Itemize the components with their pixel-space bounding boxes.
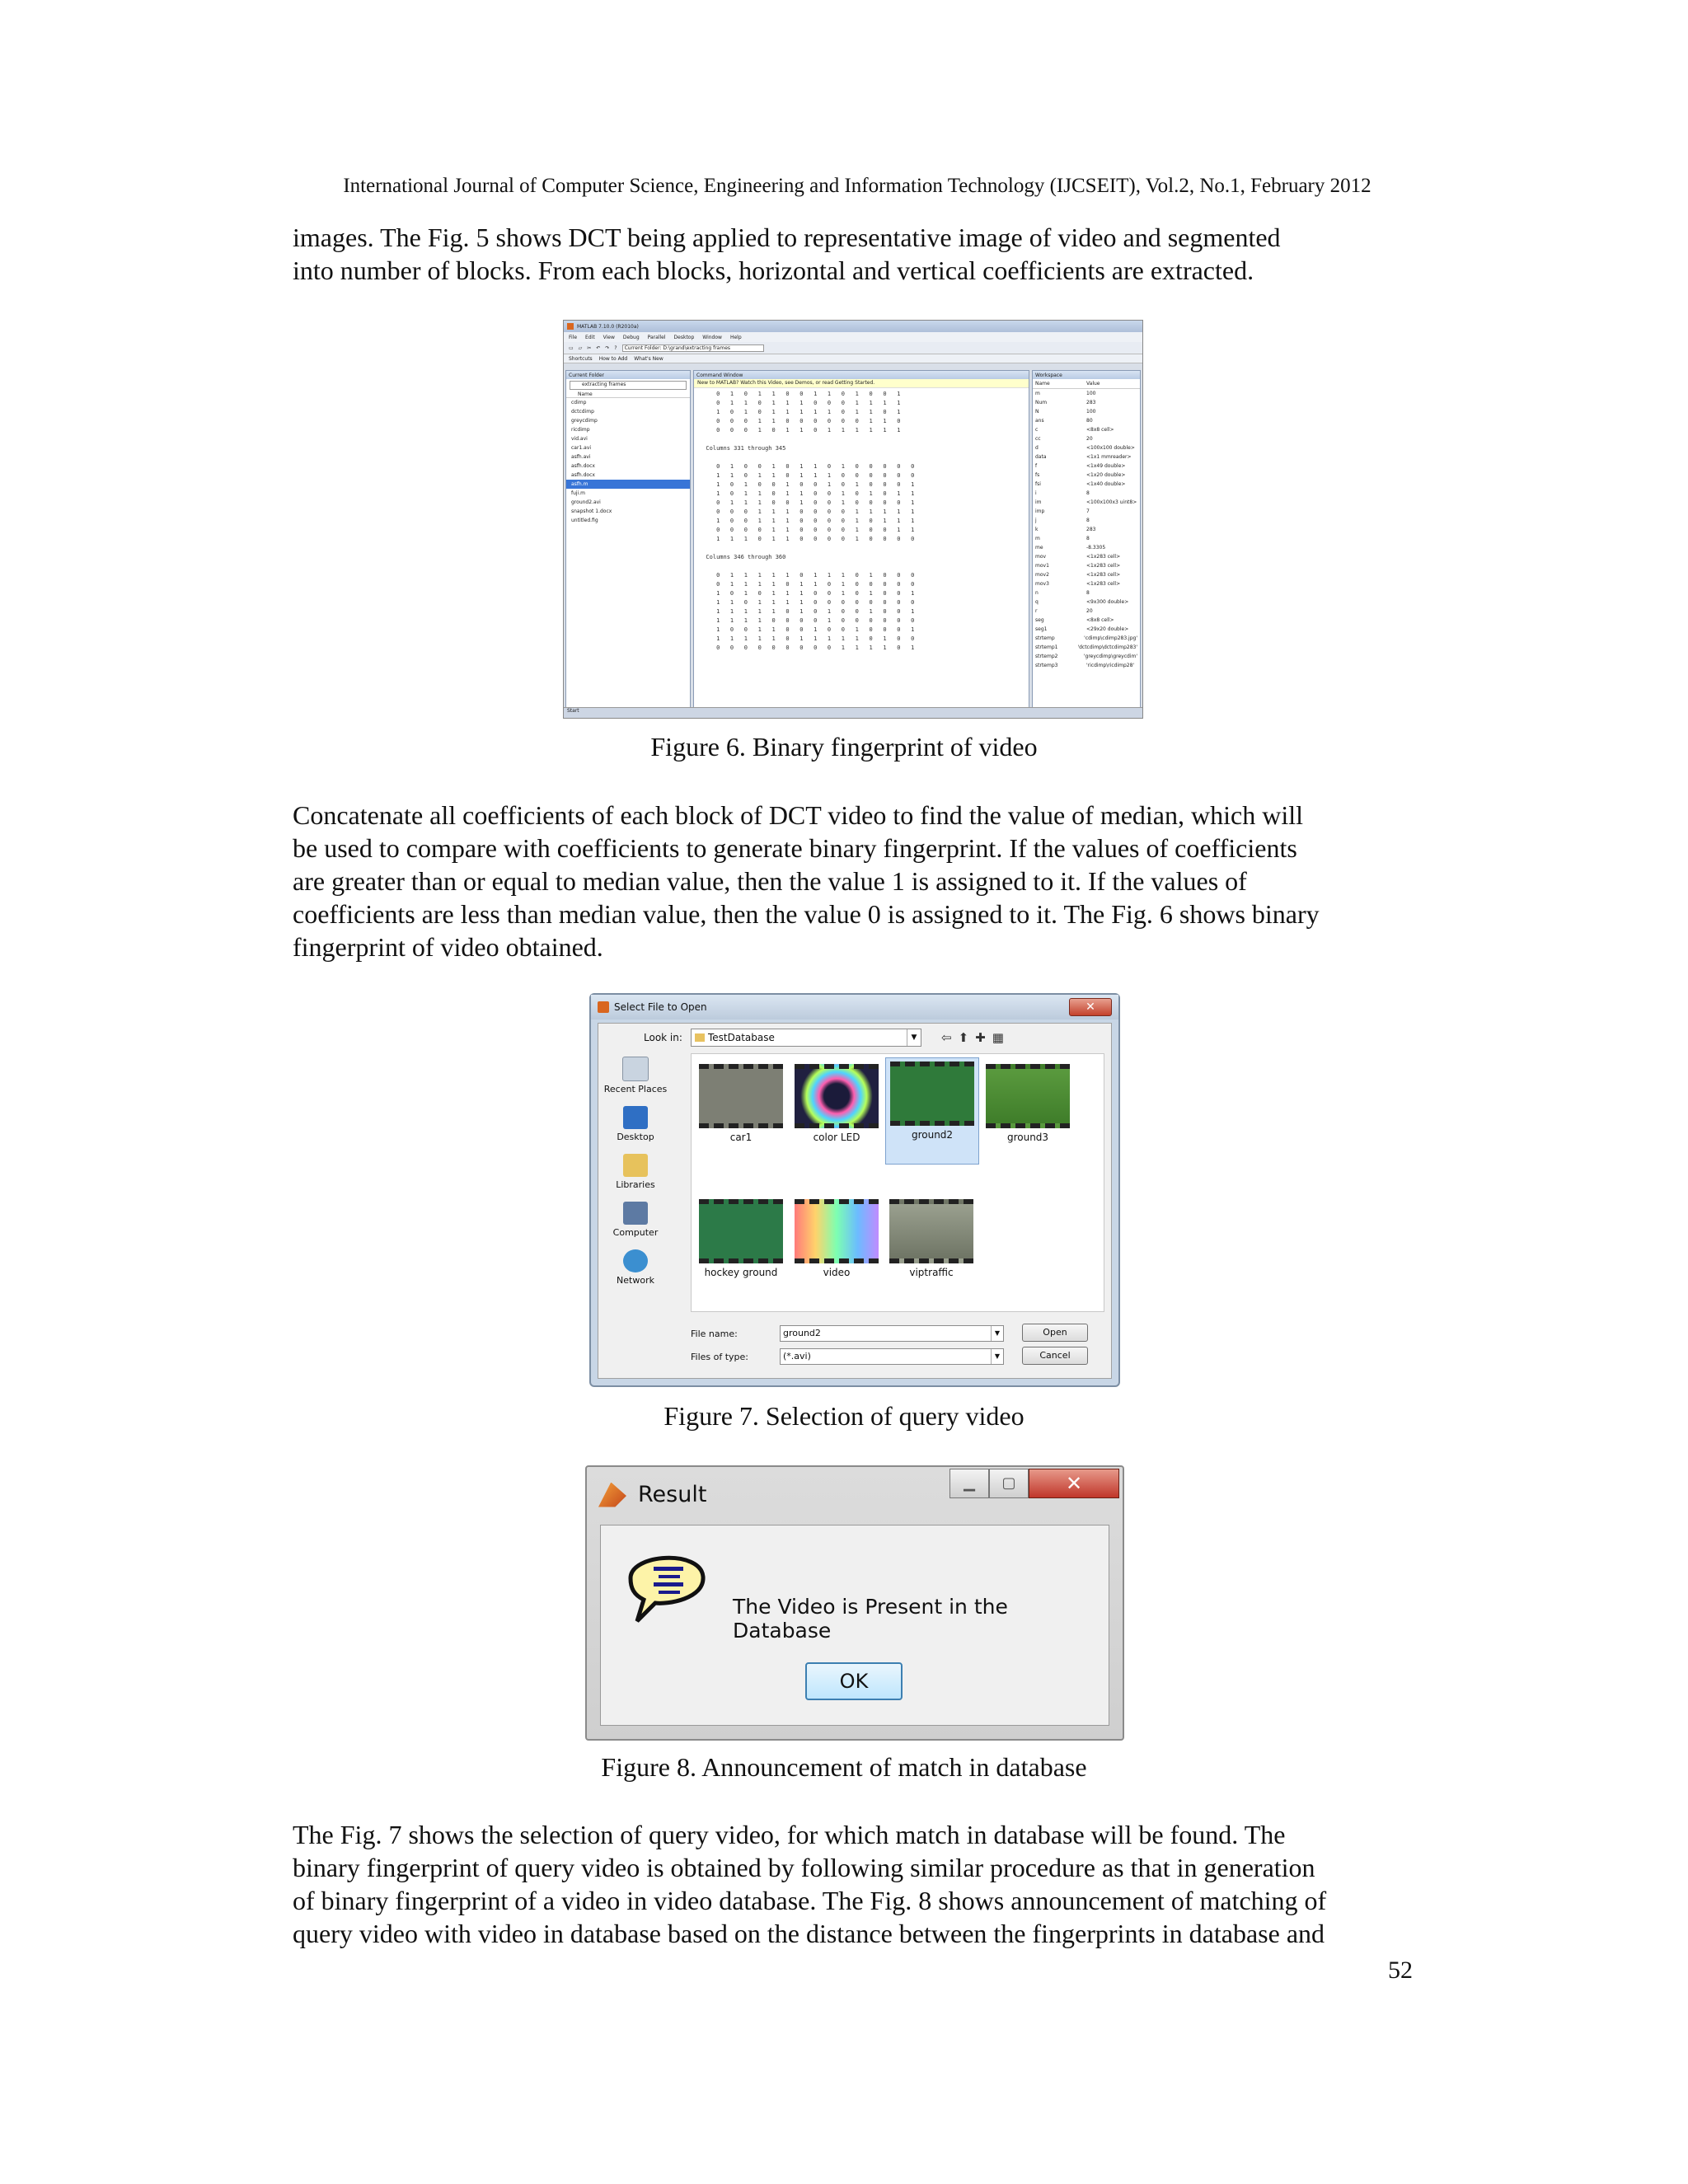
variable-value: 100 [1086, 409, 1096, 415]
redo-icon[interactable]: ↷ [605, 344, 610, 351]
new-folder-icon[interactable]: ✚ [975, 1030, 986, 1045]
menu-view[interactable]: View [603, 334, 615, 340]
maximize-button[interactable]: ▢ [989, 1469, 1029, 1498]
variable-value: 'cdimp\cdimp283.jpg' [1084, 635, 1137, 641]
workspace-variable-row[interactable] [1033, 389, 1140, 398]
workspace-variable-row[interactable] [1033, 652, 1140, 661]
variable-value: <8x8 cell> [1086, 427, 1114, 433]
place-label: Computer [612, 1227, 659, 1238]
file-name-label: File name: [691, 1329, 738, 1339]
command-output-line: 0 1 1 1 1 0 1 1 0 1 0 0 0 0 0 [699, 581, 915, 588]
matlab-logo-icon [598, 1483, 626, 1507]
chevron-down-icon[interactable]: ▼ [907, 1029, 921, 1046]
variable-value: 8 [1086, 536, 1090, 541]
variable-value: <1x40 double> [1086, 481, 1126, 487]
command-output-line: 1 1 1 1 0 0 0 0 1 0 0 0 0 0 0 [699, 617, 915, 624]
menu-help[interactable]: Help [729, 334, 742, 340]
workspace-variable-row[interactable] [1033, 462, 1140, 471]
place-recent-places[interactable] [603, 1057, 668, 1094]
folder-file-item[interactable]: ricdimp [571, 427, 590, 433]
result-body [600, 1525, 1109, 1726]
command-output-line: 1 1 0 1 1 1 1 0 0 0 0 0 0 0 0 [699, 599, 915, 606]
window-controls [950, 1469, 1119, 1498]
variable-name: seg1 [1035, 626, 1048, 632]
workspace-variable-row[interactable] [1033, 516, 1140, 525]
command-output-line: 0 0 0 0 1 1 0 0 0 0 1 0 0 1 1 [699, 527, 915, 533]
shortcut-item[interactable]: What's New [634, 355, 663, 362]
folder-file-item[interactable]: greycdimp [571, 418, 598, 424]
variable-name: i [1035, 490, 1037, 496]
new-file-icon[interactable]: ▭ [569, 344, 574, 351]
folder-file-item[interactable]: snapshot 1.docx [571, 509, 612, 514]
variable-value: <100x100x3 uint8> [1086, 499, 1137, 505]
workspace-variable-row[interactable] [1033, 507, 1140, 516]
command-output-line [699, 435, 1024, 444]
variable-name: seg [1035, 617, 1044, 623]
workspace-variable-row[interactable] [1033, 416, 1140, 425]
variable-name: d [1035, 445, 1039, 451]
variable-name: k [1035, 527, 1039, 532]
variable-name: mov3 [1035, 581, 1049, 587]
variable-name: mov2 [1035, 572, 1049, 578]
paragraph-line: images. The Fig. 5 shows DCT being applied to representative image of video and segmented [293, 223, 1281, 252]
variable-value: 20 [1086, 608, 1093, 614]
variable-value: <8x8 cell> [1086, 617, 1114, 623]
file-item-video[interactable] [790, 1196, 883, 1278]
command-output-line: 1 1 1 0 1 1 0 0 0 0 1 0 0 0 0 [699, 536, 915, 542]
result-title-bar [598, 1482, 706, 1507]
variable-value: 100 [1086, 391, 1096, 396]
paragraph-line: are greater than or equal to median value, then the value 1 is assigned to it. If the values of [293, 866, 1247, 896]
folder-file-item[interactable]: asfh.docx [571, 472, 595, 478]
variable-value: 8 [1086, 590, 1090, 596]
place-label: Recent Places [603, 1084, 668, 1094]
variable-name: data [1035, 454, 1047, 460]
variable-name: r [1035, 608, 1038, 614]
file-name-value: ground2 [783, 1328, 821, 1338]
variable-name: strtemp2 [1035, 654, 1058, 659]
folder-column-header[interactable]: Name [566, 391, 690, 398]
file-item-label: ground3 [1006, 1132, 1049, 1143]
video-thumbnail-icon [795, 1199, 879, 1263]
workspace-variable-row[interactable] [1033, 452, 1140, 462]
variable-name: f [1035, 463, 1038, 469]
paragraph-line: binary fingerprint of query video is obtained by following similar procedure as that in generation [293, 1853, 1315, 1882]
command-output [694, 388, 1029, 654]
paragraph-line: of binary fingerprint of a video in video database. The Fig. 8 shows announcement of matching of [293, 1886, 1327, 1915]
menu-edit[interactable]: Edit [585, 334, 595, 340]
folder-file-item[interactable]: fuji.m [571, 490, 586, 496]
video-thumbnail-icon [889, 1199, 973, 1263]
cut-icon[interactable]: ✂ [587, 344, 592, 351]
variable-name: strtemp3 [1035, 663, 1058, 668]
workspace-variable-row[interactable] [1033, 407, 1140, 416]
help-icon[interactable]: ? [614, 344, 617, 351]
matlab-menu-bar [564, 332, 1142, 342]
help-bubble-icon [622, 1545, 713, 1628]
workspace-variable-row[interactable] [1033, 598, 1140, 607]
matlab-logo-icon [598, 1001, 609, 1013]
look-in-label: Look in: [644, 1032, 682, 1043]
figure-7-caption: Figure 7. Selection of query video [663, 1401, 1025, 1431]
result-message: The Video is Present in the Database [733, 1595, 1008, 1643]
workspace-variable-row[interactable] [1033, 607, 1140, 616]
workspace-variable-list [1033, 389, 1140, 670]
variable-value: <100x100 double> [1086, 445, 1135, 451]
chevron-down-icon[interactable]: ▼ [991, 1349, 1003, 1364]
workspace-variable-row[interactable] [1033, 443, 1140, 452]
variable-value: 8 [1086, 490, 1090, 496]
file-item-ground2[interactable] [885, 1057, 979, 1165]
libraries-icon [623, 1154, 648, 1177]
variable-value: -8.3305 [1086, 545, 1106, 551]
file-item-label: car1 [729, 1132, 753, 1143]
workspace-col-value[interactable]: Value [1086, 381, 1100, 387]
workspace-variable-row[interactable] [1033, 425, 1140, 434]
matlab-shortcuts-bar [564, 354, 1142, 363]
command-window-pane [693, 370, 1029, 708]
command-window-header: Command Window [694, 371, 1029, 379]
variable-value: 8 [1086, 518, 1090, 523]
folder-file-item[interactable]: cdimp [571, 400, 587, 405]
variable-name: m [1035, 391, 1040, 396]
variable-name: N [1035, 409, 1039, 415]
workspace-variable-row[interactable] [1033, 643, 1140, 652]
journal-header: International Journal of Computer Science, Engineering and Information Technology (IJCSEIT), Vol.2, No.1, February 2012 [343, 175, 1372, 197]
command-output-line: 1 1 1 1 1 0 1 1 1 1 1 0 1 0 0 [699, 635, 915, 642]
folder-combo[interactable]: extracting frames [570, 381, 687, 390]
command-output-line: 0 0 0 0 0 0 0 0 0 1 1 1 1 0 1 [699, 644, 915, 651]
command-output-line: 1 0 0 1 1 1 0 0 0 0 1 0 1 1 1 [699, 518, 915, 524]
paragraph-3 [293, 1818, 1414, 1950]
variable-name: ans [1035, 418, 1044, 424]
folder-file-item[interactable]: asfh.m [566, 480, 690, 489]
command-output-line: Columns 346 through 360 [699, 554, 786, 560]
look-in-value: TestDatabase [708, 1032, 775, 1043]
workspace-variable-row[interactable] [1033, 625, 1140, 634]
dialog-title: Select File to Open [614, 1001, 707, 1013]
workspace-variable-row[interactable] [1033, 398, 1140, 407]
variable-value: 'greycdimp\greycdim' [1083, 654, 1137, 659]
workspace-variable-row[interactable] [1033, 552, 1140, 561]
place-computer[interactable] [603, 1202, 668, 1238]
workspace-variable-row[interactable] [1033, 534, 1140, 543]
paragraph-line: The Fig. 7 shows the selection of query video, for which match in database will be found. The [293, 1820, 1286, 1849]
dialog-body [598, 1023, 1112, 1379]
folder-file-item[interactable]: dctcdimp [571, 409, 594, 415]
variable-name: j [1035, 518, 1037, 523]
command-output-line: 1 1 0 1 1 0 1 1 1 0 0 0 0 0 0 [699, 472, 915, 479]
open-file-icon[interactable]: ▱ [578, 344, 583, 351]
variable-name: me [1035, 545, 1043, 551]
workspace-variable-row[interactable] [1033, 561, 1140, 570]
minimize-button[interactable]: ▁ [950, 1469, 989, 1498]
workspace-variable-row[interactable] [1033, 661, 1140, 670]
workspace-variable-row[interactable] [1033, 634, 1140, 643]
file-item-hockey-ground[interactable] [695, 1196, 787, 1278]
menu-parallel[interactable]: Parallel [647, 334, 666, 340]
command-output-line: 1 1 1 1 1 0 1 0 1 0 0 1 0 0 1 [699, 608, 915, 615]
variable-value: 7 [1086, 509, 1090, 514]
folder-icon [695, 1033, 705, 1042]
folder-file-item[interactable]: vid.avi [571, 436, 588, 442]
variable-value: 20 [1086, 436, 1093, 442]
look-in-combo[interactable] [691, 1029, 921, 1047]
figure-6-matlab-window [563, 320, 1143, 719]
variable-name: n [1035, 590, 1039, 596]
command-output-line: 1 0 0 1 1 0 0 1 0 0 1 0 0 0 1 [699, 626, 915, 633]
variable-value: 'ricdimp\ricdimp28' [1086, 663, 1135, 668]
workspace-variable-row[interactable] [1033, 616, 1140, 625]
page-number: 52 [1388, 1957, 1413, 1984]
figure-8-caption: Figure 8. Announcement of match in database [601, 1752, 1087, 1782]
workspace-variable-row[interactable] [1033, 471, 1140, 480]
workspace-variable-row[interactable] [1033, 543, 1140, 552]
file-name-input[interactable] [780, 1325, 1004, 1342]
start-button[interactable]: Start [567, 708, 579, 714]
place-label: Desktop [617, 1132, 654, 1142]
variable-value: <1x49 double> [1086, 463, 1126, 469]
paragraph-line: into number of blocks. From each blocks, horizontal and vertical coefficients are extracted. [293, 255, 1254, 285]
workspace-table-header [1033, 379, 1140, 389]
video-thumbnail-icon [986, 1064, 1070, 1128]
variable-name: c [1035, 427, 1039, 433]
command-output-line: 0 1 1 0 1 1 1 0 0 0 1 1 1 1 [699, 400, 901, 406]
ok-button[interactable]: OK [805, 1662, 903, 1700]
matlab-title-bar [564, 321, 1142, 332]
variable-value: <1x283 cell> [1086, 572, 1121, 578]
command-output-line [699, 544, 1024, 553]
command-info-bar: New to MATLAB? Watch this Video, see Demos, or read Getting Started. [694, 379, 1029, 388]
workspace-header: Workspace [1033, 371, 1140, 379]
file-item-label: hockey ground [704, 1267, 778, 1278]
video-thumbnail-icon [795, 1064, 879, 1128]
command-output-line: 1 0 1 1 0 1 1 0 0 1 0 1 0 1 1 [699, 490, 915, 497]
variable-value: <29x20 double> [1086, 626, 1129, 632]
figure-7-select-file-dialog [589, 993, 1120, 1387]
variable-name: im [1035, 499, 1042, 505]
file-type-select[interactable] [780, 1348, 1004, 1365]
file-item-label: video [823, 1267, 851, 1278]
computer-icon [623, 1202, 648, 1225]
workspace-variable-row[interactable] [1033, 480, 1140, 489]
command-output-line: 0 0 0 1 1 0 0 0 0 0 0 1 1 0 [699, 418, 901, 424]
workspace-variable-row[interactable] [1033, 498, 1140, 507]
command-output-line: 0 0 0 1 0 1 1 0 1 1 1 1 1 1 [699, 427, 901, 434]
network-icon [623, 1249, 648, 1272]
close-button[interactable]: ✕ [1069, 998, 1112, 1016]
variable-name: Num [1035, 400, 1048, 405]
file-item-car1[interactable] [695, 1061, 787, 1143]
up-folder-icon[interactable]: ⬆ [958, 1030, 969, 1045]
view-menu-icon[interactable]: ▦ [992, 1030, 1004, 1045]
variable-value: 'dctcdimp\dctcdimp283' [1077, 644, 1137, 650]
variable-name: m [1035, 536, 1040, 541]
workspace-variable-row[interactable] [1033, 588, 1140, 598]
folder-file-item[interactable]: asfh.avi [571, 454, 591, 460]
file-item-ground3[interactable] [982, 1061, 1074, 1143]
dialog-title-bar [591, 995, 1118, 1019]
video-thumbnail-icon [699, 1199, 783, 1263]
video-thumbnail-icon [699, 1064, 783, 1128]
variable-value: <1x283 cell> [1086, 563, 1121, 569]
figure-6-caption: Figure 6. Binary fingerprint of video [650, 732, 1038, 762]
variable-value: <1x20 double> [1086, 472, 1126, 478]
file-list-view [691, 1053, 1104, 1312]
undo-icon[interactable]: ↶ [596, 344, 601, 351]
chevron-down-icon[interactable]: ▼ [991, 1326, 1003, 1341]
matlab-toolbar [564, 342, 1142, 354]
file-item-label: viptraffic [909, 1267, 954, 1278]
variable-value: <1x283 cell> [1086, 581, 1121, 587]
variable-name: imp [1035, 509, 1045, 514]
paragraph-line: be used to compare with coefficients to generate binary fingerprint. If the values of coefficients [293, 833, 1297, 863]
variable-value: 283 [1086, 400, 1096, 405]
place-libraries[interactable] [603, 1154, 668, 1190]
command-output-line: Columns 331 through 345 [699, 445, 786, 452]
command-output-line: 0 1 1 1 0 0 1 0 0 1 0 0 0 0 1 [699, 499, 915, 506]
desktop-icon [623, 1106, 648, 1129]
file-type-value: (*.avi) [783, 1351, 811, 1361]
paragraph-line: coefficients are less than median value, then the value 0 is assigned to it. The Fig. 6 shows binary [293, 899, 1320, 929]
paragraph-line: query video with video in database based on the distance between the fingerprints in database and [293, 1919, 1325, 1948]
folder-file-item[interactable]: car1.avi [571, 445, 592, 451]
variable-name: mov [1035, 554, 1047, 560]
menu-file[interactable]: File [569, 334, 578, 340]
variable-value: <1x1 mmreader> [1086, 454, 1132, 460]
close-button[interactable]: ✕ [1029, 1469, 1119, 1498]
variable-value: <1x283 cell> [1086, 554, 1121, 560]
folder-file-item[interactable]: ground2.avi [571, 499, 601, 505]
command-output-line: 0 1 1 1 1 1 0 1 1 1 0 1 0 0 0 [699, 572, 915, 579]
shortcut-item[interactable]: How to Add [598, 355, 628, 362]
matlab-title: MATLAB 7.10.0 (R2010a) [577, 323, 639, 330]
command-output-line: 0 1 0 0 1 0 1 1 0 1 0 0 0 0 0 [699, 463, 915, 470]
command-output-line: 0 0 0 1 1 1 0 0 0 0 1 1 1 1 1 [699, 509, 915, 515]
video-thumbnail-icon [890, 1062, 974, 1126]
open-button[interactable]: Open [1022, 1324, 1088, 1342]
current-folder-header: Current Folder [566, 371, 690, 379]
matlab-logo-icon [567, 323, 574, 330]
workspace-col-name[interactable]: Name [1035, 381, 1050, 387]
command-output-line: 1 0 1 0 1 1 1 1 1 0 1 1 0 1 [699, 409, 901, 415]
dialog-toolbar [941, 1030, 1004, 1045]
matlab-panes [564, 370, 1142, 708]
menu-window[interactable]: Window [702, 334, 722, 340]
workspace-variable-row[interactable] [1033, 525, 1140, 534]
command-output-line [699, 453, 1024, 462]
places-bar [603, 1057, 668, 1297]
variable-value: 283 [1086, 527, 1096, 532]
variable-name: strtemp [1035, 635, 1055, 641]
command-output-line: 1 0 1 0 1 1 1 0 0 1 0 1 0 0 1 [699, 590, 915, 597]
variable-name: fsi [1035, 481, 1041, 487]
file-item-label: ground2 [911, 1129, 954, 1141]
place-desktop[interactable] [603, 1106, 668, 1142]
variable-value: 80 [1086, 418, 1093, 424]
figure-8-result-dialog [585, 1465, 1124, 1741]
workspace-variable-row[interactable] [1033, 579, 1140, 588]
recent-places-icon [622, 1057, 649, 1081]
variable-name: fs [1035, 472, 1040, 478]
variable-value: <9x300 double> [1086, 599, 1129, 605]
paragraph-1 [293, 221, 1414, 287]
file-item-viptraffic[interactable] [885, 1196, 978, 1278]
command-output-line: 1 0 1 0 0 1 0 0 1 0 1 0 0 0 1 [699, 481, 915, 488]
file-type-label: Files of type: [691, 1352, 749, 1362]
workspace-variable-row[interactable] [1033, 434, 1140, 443]
paragraph-2 [293, 799, 1414, 963]
file-item-label: color LED [813, 1132, 860, 1143]
cancel-button[interactable]: Cancel [1022, 1347, 1088, 1365]
back-icon[interactable]: ⇦ [941, 1030, 952, 1045]
shortcut-item[interactable]: Shortcuts [569, 355, 593, 362]
paragraph-line: fingerprint of video obtained. [293, 932, 603, 962]
workspace-variable-row[interactable] [1033, 570, 1140, 579]
menu-debug[interactable]: Debug [622, 334, 640, 340]
result-title: Result [638, 1482, 707, 1507]
variable-name: mov1 [1035, 563, 1049, 569]
menu-desktop[interactable]: Desktop [673, 334, 695, 340]
variable-name: q [1035, 599, 1039, 605]
folder-file-list [566, 398, 690, 525]
place-label: Network [617, 1275, 654, 1286]
variable-name: cc [1035, 436, 1041, 442]
folder-file-item[interactable]: asfh.docx [571, 463, 595, 469]
folder-file-item[interactable]: untitled.fig [571, 518, 598, 523]
command-output-line: 0 1 0 1 1 0 0 1 1 0 1 0 0 1 [699, 391, 901, 397]
file-item-color-led[interactable] [790, 1061, 883, 1143]
place-network[interactable] [603, 1249, 668, 1286]
place-label: Libraries [616, 1179, 655, 1190]
variable-name: strtemp1 [1035, 644, 1058, 650]
current-folder-pane [565, 370, 691, 708]
workspace-pane [1032, 370, 1141, 708]
paragraph-line: Concatenate all coefficients of each block of DCT video to find the value of median, which will [293, 800, 1303, 830]
command-output-line [699, 562, 1024, 571]
current-folder-path[interactable]: Current Folder: D:\grand\extracting frames [622, 344, 764, 352]
workspace-variable-row[interactable] [1033, 489, 1140, 498]
matlab-status-bar [564, 707, 1142, 718]
